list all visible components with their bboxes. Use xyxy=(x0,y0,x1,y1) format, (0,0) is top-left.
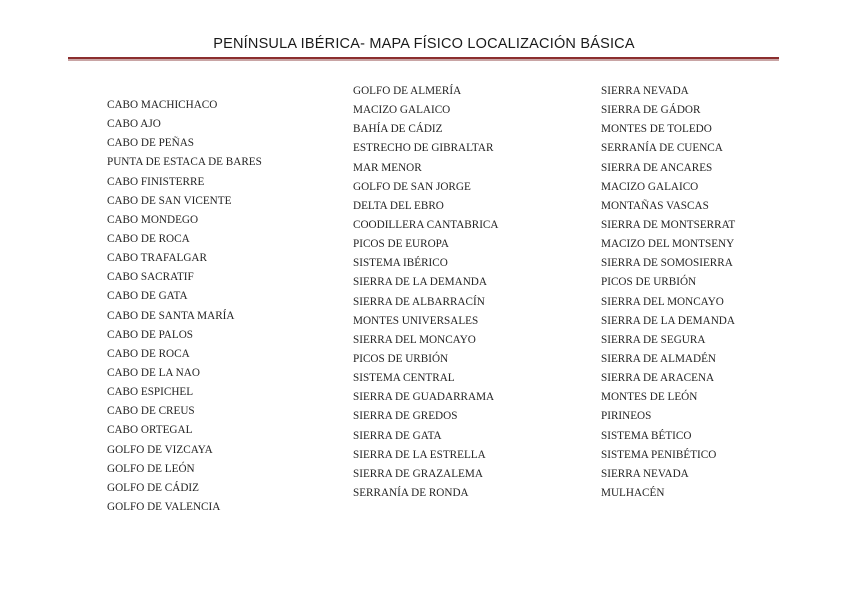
list-item: SIERRA DE LA ESTRELLA xyxy=(353,448,486,461)
list-item: MONTES UNIVERSALES xyxy=(353,314,479,327)
list-item: MULHACÉN xyxy=(601,486,665,499)
list-item: SIERRA DE SEGURA xyxy=(601,333,706,346)
column-coast-and-systems xyxy=(353,82,498,503)
list-item: MONTES DE LEÓN xyxy=(601,391,698,404)
list-item: CABO DE PALOS xyxy=(107,328,193,341)
list-item: CABO DE ROCA xyxy=(107,232,190,245)
list-item: SIERRA DE MONTSERRAT xyxy=(601,218,736,231)
list-item: GOLFO DE ALMERÍA xyxy=(353,85,462,97)
list-item: MONTAÑAS VASCAS xyxy=(601,199,709,212)
list-item: SIERRA DE GRAZALEMA xyxy=(353,467,483,480)
list-item: PIRINEOS xyxy=(601,410,652,423)
list-item: SISTEMA PENIBÉTICO xyxy=(601,448,717,461)
list-item: SIERRA DE LA DEMANDA xyxy=(601,314,735,327)
list-item: SIERRA NEVADA xyxy=(601,467,689,480)
list-item: CABO DE ROCA xyxy=(107,347,190,360)
list-item: GOLFO DE VALENCIA xyxy=(107,500,221,513)
list-item: SIERRA DE ANCARES xyxy=(601,161,713,174)
list-item: CABO DE SANTA MARÍA xyxy=(107,309,235,322)
list-item: MONTES DE TOLEDO xyxy=(601,123,712,136)
list-item: BAHÍA DE CÁDIZ xyxy=(353,123,443,136)
list-item: CABO DE LA NAO xyxy=(107,366,200,379)
list-item: GOLFO DE CÁDIZ xyxy=(107,481,199,494)
column-mountains xyxy=(601,82,735,503)
column-capes-gulfs xyxy=(107,96,262,517)
list-item: ESTRECHO DE GIBRALTAR xyxy=(353,142,494,155)
list-item: SIERRA DEL MONCAYO xyxy=(353,333,476,346)
list-item: SIERRA DE GATA xyxy=(353,429,442,442)
list-item: SERRANÍA DE CUENCA xyxy=(601,142,723,155)
list-item: SISTEMA IBÉRICO xyxy=(353,257,448,270)
list-item: SIERRA DE ARACENA xyxy=(601,372,715,385)
list-item: SIERRA DE GREDOS xyxy=(353,410,458,423)
list-item: CABO MACHICHACO xyxy=(107,99,218,111)
list-item: GOLFO DE VIZCAYA xyxy=(107,443,213,456)
list-item: PICOS DE URBIÓN xyxy=(353,352,449,365)
list-item: PUNTA DE ESTACA DE BARES xyxy=(107,156,262,169)
list-item: MAR MENOR xyxy=(353,161,422,174)
list-item: CABO TRAFALGAR xyxy=(107,252,207,265)
list-item: SIERRA DE GÁDOR xyxy=(601,104,701,117)
title-underline-shadow xyxy=(68,59,779,61)
list-item: SIERRA DE SOMOSIERRA xyxy=(601,257,733,270)
list-item: PICOS DE URBIÓN xyxy=(601,276,697,289)
list-item: SIERRA DE LA DEMANDA xyxy=(353,276,487,289)
list-item: SERRANÍA DE RONDA xyxy=(353,486,469,499)
list-item: SIERRA DE ALMADÉN xyxy=(601,352,716,365)
list-item: SIERRA NEVADA xyxy=(601,85,689,97)
list-item: SIERRA DE ALBARRACÍN xyxy=(353,295,485,308)
list-item: CABO DE CREUS xyxy=(107,405,195,418)
list-item: CABO ORTEGAL xyxy=(107,424,193,437)
list-item: GOLFO DE LEÓN xyxy=(107,462,195,475)
list-item: SIERRA DEL MONCAYO xyxy=(601,295,724,308)
list-item: GOLFO DE SAN JORGE xyxy=(353,180,471,193)
list-item: CABO SACRATIF xyxy=(107,271,194,284)
list-item: SISTEMA CENTRAL xyxy=(353,372,455,385)
list-item: CABO DE SAN VICENTE xyxy=(107,194,232,207)
list-item: MACIZO GALAICO xyxy=(353,104,451,117)
list-item: MACIZO GALAICO xyxy=(601,180,699,193)
list-item: COODILLERA CANTABRICA xyxy=(353,218,499,231)
list-item: CABO AJO xyxy=(107,118,161,131)
list-item: SISTEMA BÉTICO xyxy=(601,429,692,442)
list-item: CABO MONDEGO xyxy=(107,213,199,226)
list-item: DELTA DEL EBRO xyxy=(353,199,444,212)
list-item: CABO FINISTERRE xyxy=(107,175,205,188)
list-item: CABO ESPICHEL xyxy=(107,386,194,399)
list-item: MACIZO DEL MONTSENY xyxy=(601,238,735,251)
list-item: PICOS DE EUROPA xyxy=(353,238,449,251)
page-title: PENÍNSULA IBÉRICA- MAPA FÍSICO LOCALIZACIÓN BÁSICA xyxy=(213,36,635,52)
list-item: SIERRA DE GUADARRAMA xyxy=(353,391,495,404)
list-item: CABO DE GATA xyxy=(107,290,188,303)
list-item: CABO DE PEÑAS xyxy=(107,137,195,150)
